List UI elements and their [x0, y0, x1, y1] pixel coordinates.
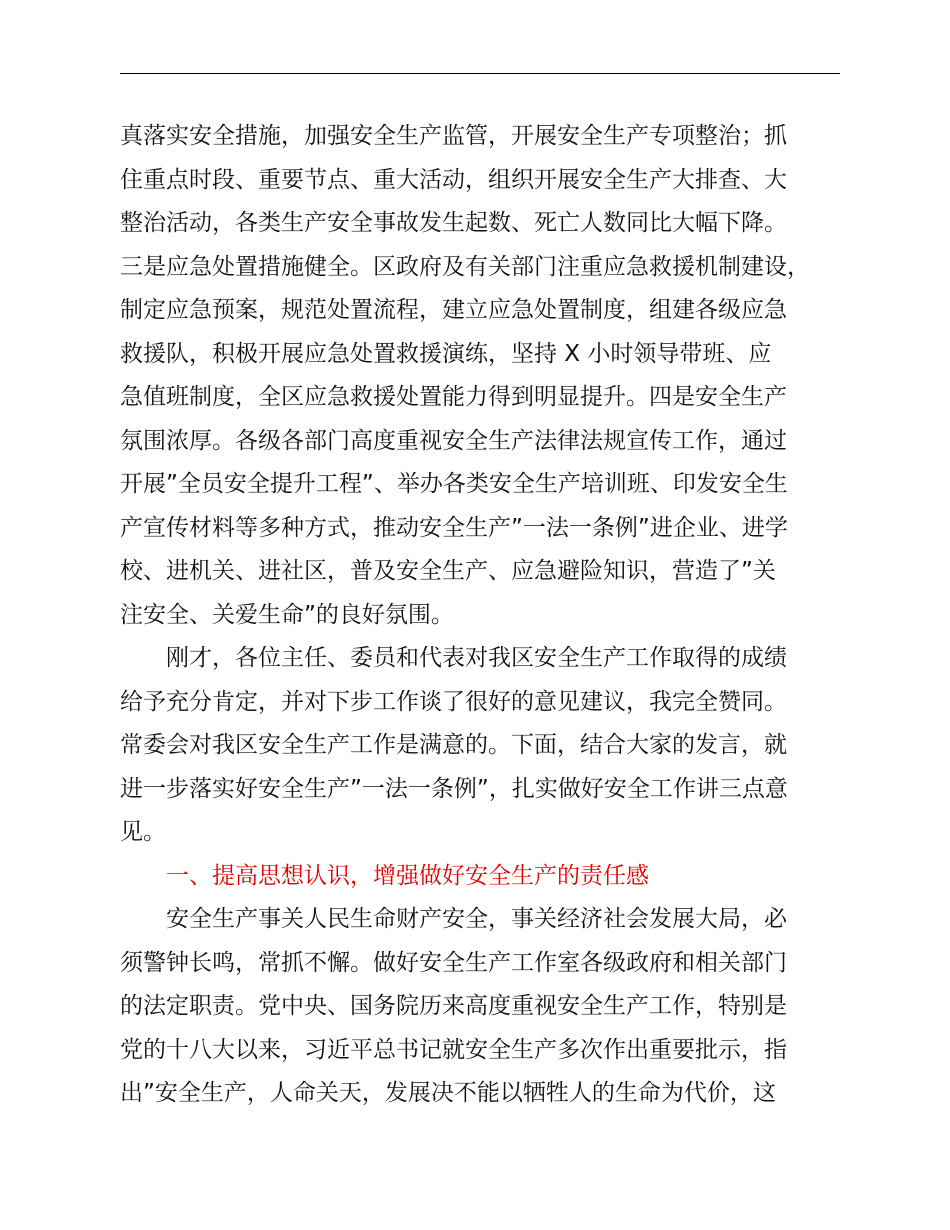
text-line: 进一步落实好安全生产”一法一条例”，扎实做好安全工作讲三点意	[120, 775, 788, 802]
text-line: 见。	[120, 819, 166, 845]
text-line: 出”安全生产，人命关天，发展决不能以牺牲人的生命为代价，这	[120, 1080, 776, 1106]
text-line: 的法定职责。党中央、国务院历来高度重视安全生产工作，特别是	[120, 993, 787, 1019]
text-line: 三是应急处置措施健全。区政府及有关部门注重应急救援机制建设，	[120, 253, 810, 280]
text-line: 开展”全员安全提升工程”、举办各类安全生产培训班、印发安全生	[120, 471, 788, 497]
text-line: 救援队，积极开展应急处置救援演练，坚持 X 小时领导带班、应	[120, 340, 772, 367]
text-line: 制定应急预案，规范处置流程，建立应急处置制度，组建各级应急	[120, 297, 787, 323]
paragraph-start-line: 安全生产事关人民生命财产安全，事关经济社会发展大局，必	[166, 906, 787, 932]
text-line: 住重点时段、重要节点、重大活动，组织开展安全生产大排查、大	[120, 166, 787, 193]
section-heading: 一、提高思想认识，增强做好安全生产的责任感	[166, 862, 649, 889]
text-line: 整治活动，各类生产安全事故发生起数、死亡人数同比大幅下降。	[120, 210, 787, 236]
document-body	[120, 115, 842, 1116]
text-line: 校、进机关、进社区，普及安全生产、应急避险知识，营造了”关	[120, 558, 776, 584]
text-line: 给予充分肯定，并对下步工作谈了很好的意见建议，我完全赞同。	[120, 688, 787, 715]
text-line: 氛围浓厚。各级各部门高度重视安全生产法律法规宣传工作，通过	[120, 427, 787, 454]
text-line: 真落实安全措施，加强安全生产监管，开展安全生产专项整治；抓	[120, 123, 787, 149]
text-line: 须警钟长鸣，常抓不懈。做好安全生产工作室各级政府和相关部门	[120, 949, 787, 976]
paragraph-start-line: 刚才，各位主任、委员和代表对我区安全生产工作取得的成绩	[166, 645, 787, 671]
text-line: 注安全、关爱生命”的良好氛围。	[120, 601, 454, 628]
text-line: 党的十八大以来，习近平总书记就安全生产多次作出重要批示，指	[120, 1036, 787, 1063]
text-line: 产宣传材料等多种方式，推动安全生产”一法一条例”进企业、进学	[120, 514, 788, 541]
text-line: 急值班制度，全区应急救援处置能力得到明显提升。四是安全生产	[120, 384, 787, 410]
header-rule	[120, 73, 840, 74]
text-line: 常委会对我区安全生产工作是满意的。下面，结合大家的发言，就	[120, 732, 787, 758]
